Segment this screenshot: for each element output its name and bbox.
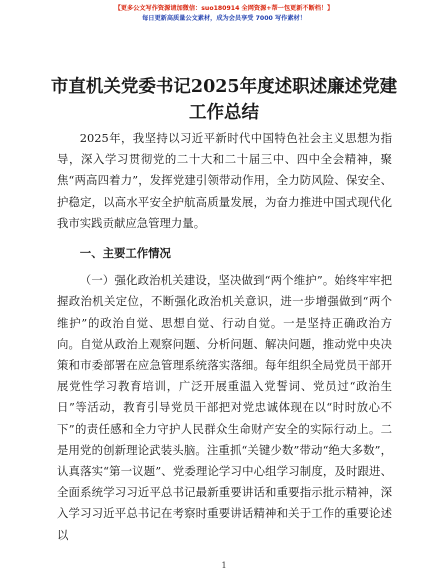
- promo-banner-line-2: 每日更新高质量公文素材，成为会员享受 7000 写作素材！: [142, 15, 306, 22]
- section-heading: 一、主要工作情况: [79, 246, 171, 261]
- promo-banner: [0, 4, 448, 24]
- document-title: 市直机关党委书记2025年度述职述廉述党建工作总结: [50, 77, 398, 123]
- document-body: [57, 128, 392, 546]
- promo-banner-line-1: 【更多公文写作资源请加微信：suo180914 全网资源+帮一包更新不断档！】: [114, 5, 334, 12]
- page-number: 1: [221, 561, 227, 570]
- section-paragraph: （一）强化政治机关建设，坚决做到“两个维护”。始终牢牢把握政治机关定位，不断强化政治机关意识，进一步增强做到“两个维护”的政治自觉、思想自觉、行动自觉。一是坚持正确政治方向。自觉从政治上观察问题、分析问题、解决问题，推动党中央决策和市委部署在应急管理系统落实落细。每年组织全局党员干部开展党性学习教育培训，广泛开展重温入党誓词、党员过“政治生日”等活动，教育引导党员干部把对党忠诚体现在以“时时放心不下”的责任感和全力守护人民群众生命财产安全的实际行动上。二是用党的创新理论武装头脑。注重抓“关键少数”带动“绝大多数”，认真落实“第一议题”、党委理论学习中心组学习制度，及时跟进、全面系统学习习近平总书记最新重要讲话和重要指示批示精神，深入学习习近平总书记在考察时重要讲话精神和关于工作的重要论述以: [57, 273, 392, 542]
- intro-paragraph: 2025年，我坚持以习近平新时代中国特色社会主义思想为指导，深入学习贯彻党的二十大和二十届三中、四中全会精神，聚焦“两高四着力”，发挥党建引领带动作用，全力防风险、保安全、护稳定，以高水平安全护航高质量发展，为奋力推进中国式现代化我市实践贡献应急管理力量。: [57, 131, 392, 230]
